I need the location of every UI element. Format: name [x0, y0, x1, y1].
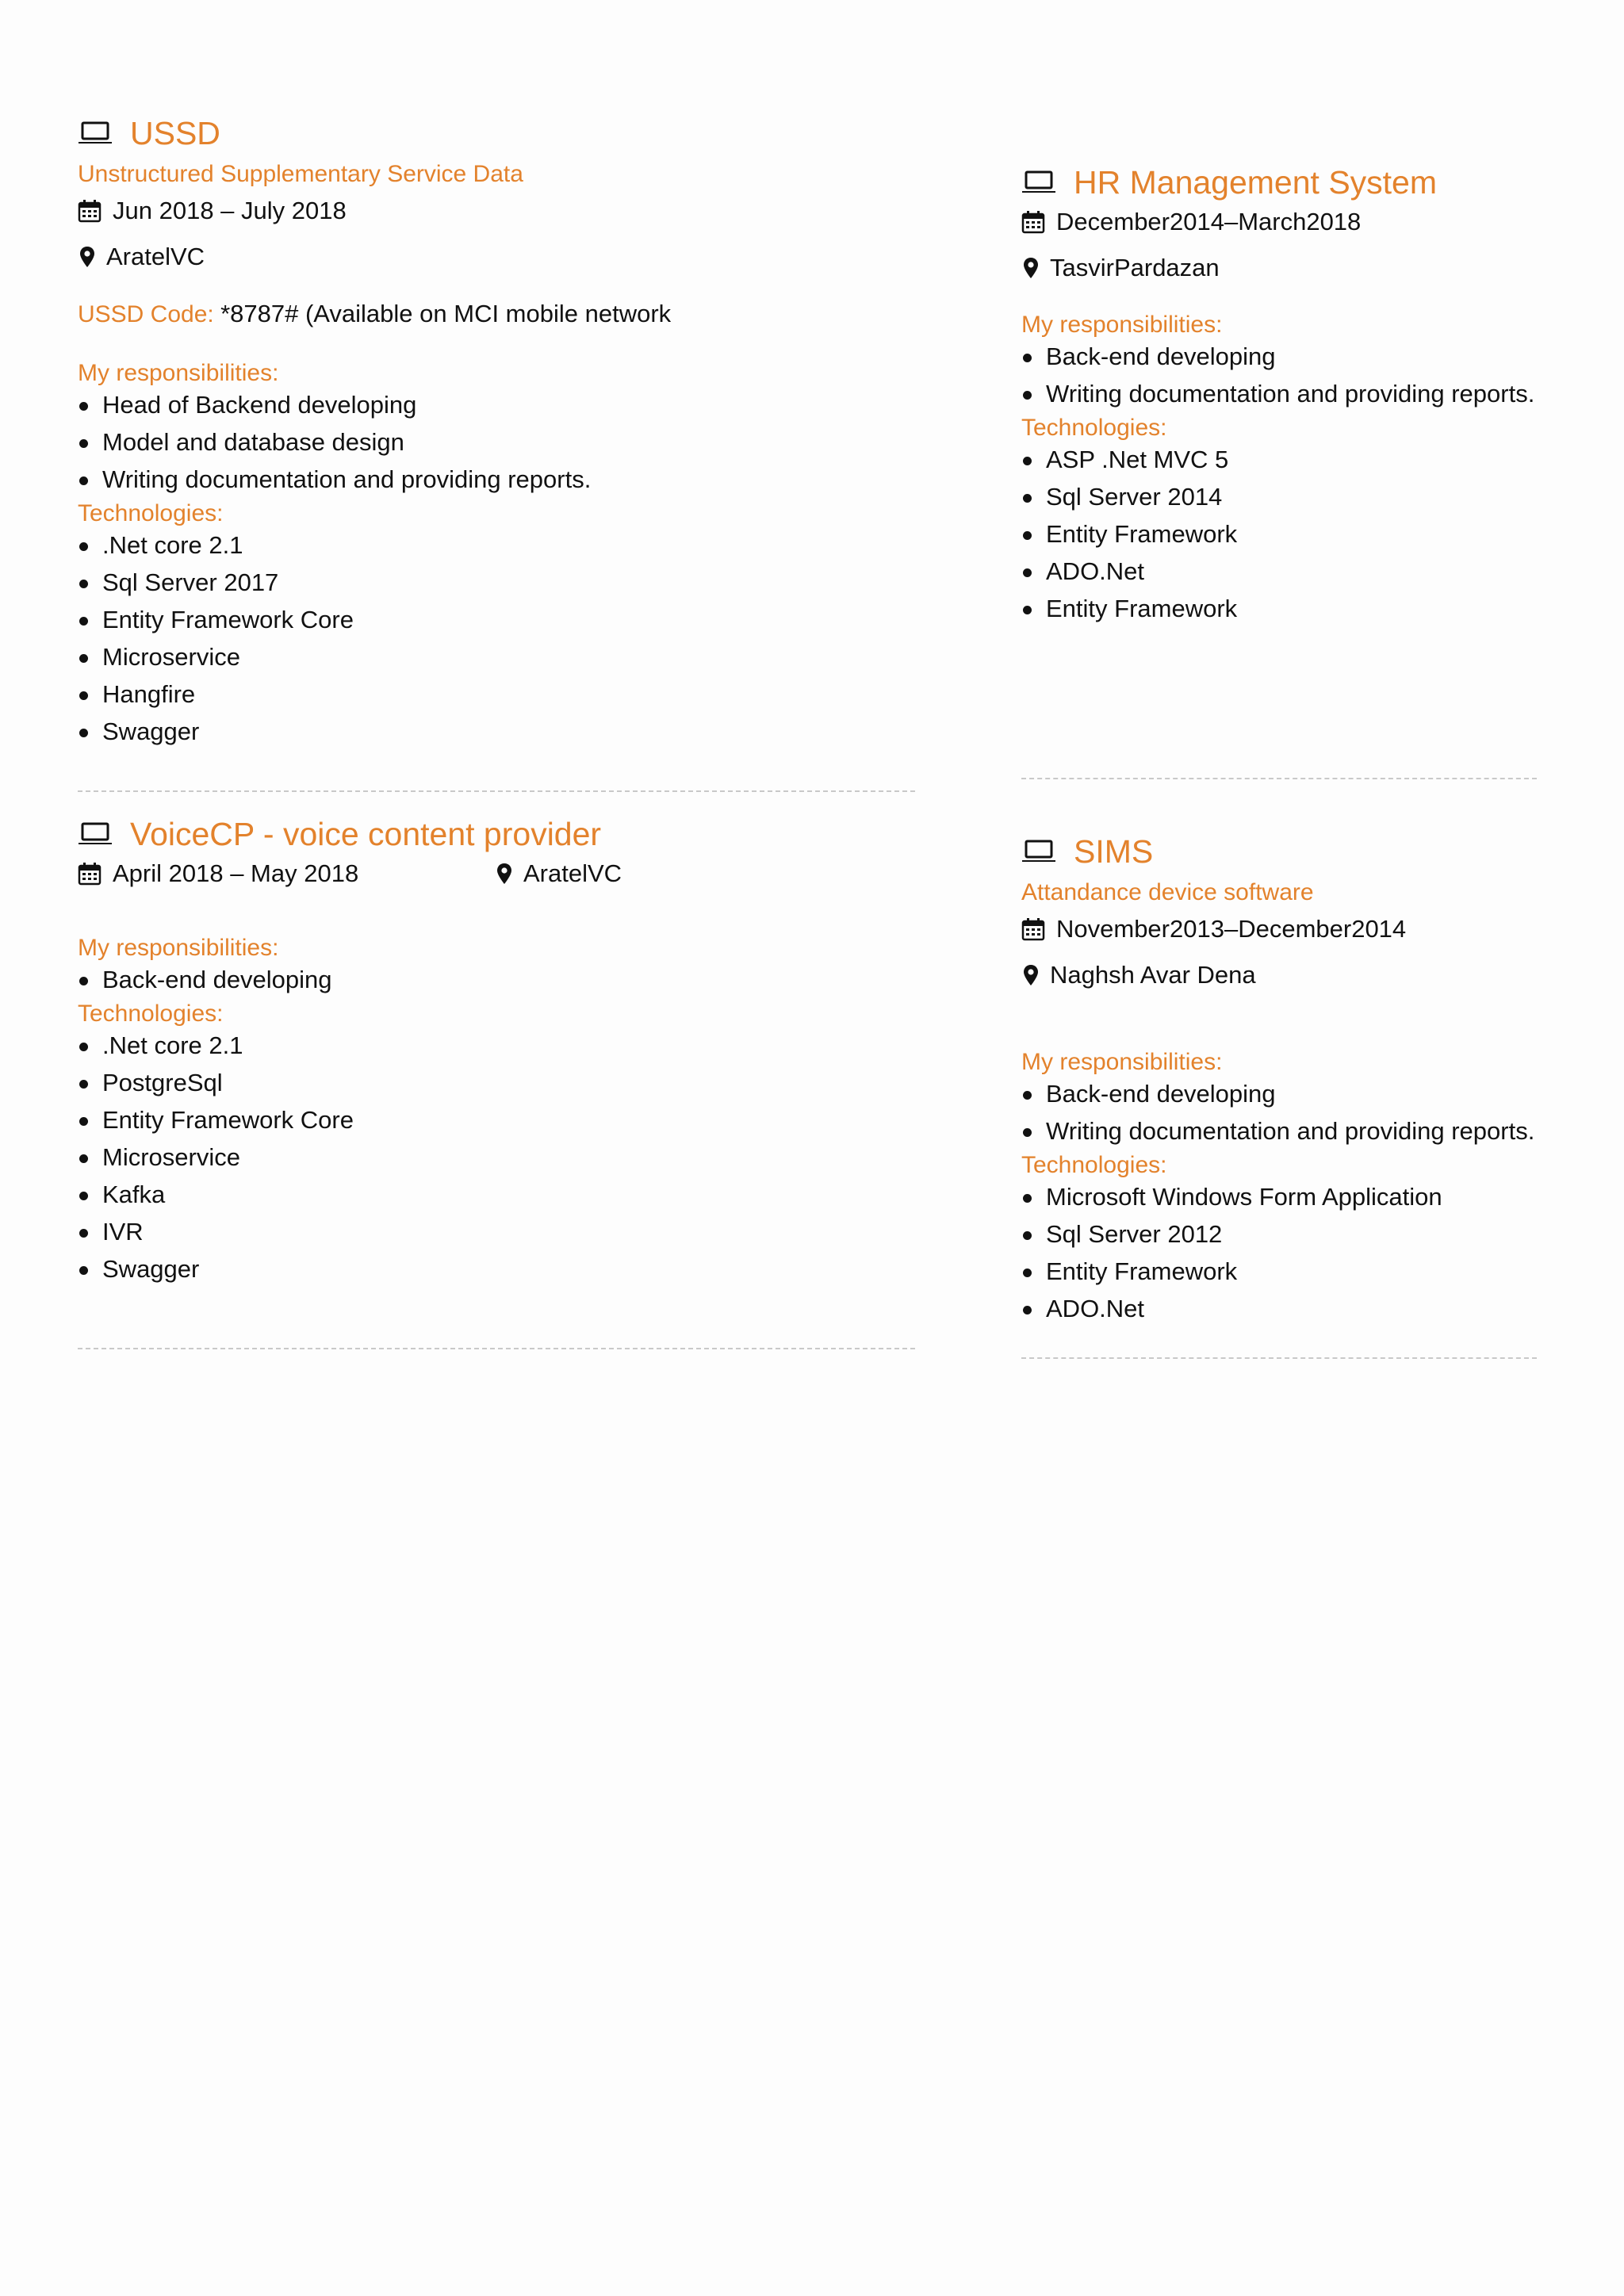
- ussd-code-label: USSD Code:: [78, 301, 214, 327]
- responsibilities-list: [1021, 338, 1624, 412]
- list-item: Back-end developing: [1021, 338, 1624, 375]
- project-title-row: [78, 812, 918, 856]
- list-item: .Net core 2.1: [78, 526, 918, 564]
- technologies-list: [1021, 1178, 1624, 1327]
- project-ussd: [78, 111, 918, 750]
- technologies-list: [78, 1027, 918, 1288]
- project-subtitle: Attandance device software: [1021, 879, 1314, 905]
- list-item: Microservice: [78, 1138, 918, 1176]
- project-sims: [1021, 829, 1624, 1327]
- list-item: Microsoft Windows Form Application: [1021, 1178, 1624, 1215]
- list-item: Writing documentation and providing reports.: [1021, 375, 1624, 412]
- project-title-row: [1021, 829, 1624, 874]
- list-item: Entity Framework Core: [78, 1101, 918, 1138]
- ussd-code: [78, 298, 918, 331]
- project-location: [1021, 958, 1624, 993]
- responsibilities-list: [78, 961, 918, 998]
- list-item: Back-end developing: [1021, 1075, 1624, 1112]
- project-title: SIMS: [1074, 833, 1154, 870]
- date-text: November2013–December2014: [1056, 915, 1407, 943]
- responsibilities-label: My responsibilities:: [78, 360, 279, 386]
- list-item: Back-end developing: [78, 961, 918, 998]
- technologies-label: Technologies:: [1021, 415, 1167, 441]
- ussd-code-value: *8787# (Available on MCI mobile network: [220, 300, 672, 327]
- location-text: Naghsh Avar Dena: [1050, 961, 1256, 989]
- responsibilities-list: [1021, 1075, 1624, 1150]
- list-item: Sql Server 2012: [1021, 1215, 1624, 1253]
- date-text: April 2018 – May 2018: [113, 859, 359, 887]
- location-text: AratelVC: [106, 243, 205, 270]
- responsibilities-label: My responsibilities:: [1021, 1049, 1223, 1075]
- laptop-icon: [1021, 839, 1056, 864]
- list-item: Entity Framework: [1021, 1253, 1624, 1290]
- laptop-icon: [78, 821, 113, 847]
- list-item: Writing documentation and providing reports.: [78, 461, 918, 498]
- list-item: Entity Framework Core: [78, 601, 918, 638]
- project-date: [78, 193, 918, 228]
- map-pin-icon: [1023, 257, 1039, 279]
- list-item: IVR: [78, 1213, 918, 1250]
- technologies-label: Technologies:: [1021, 1152, 1167, 1178]
- list-item: Model and database design: [78, 423, 918, 461]
- technologies-list: [78, 526, 918, 750]
- project-voicecp: [78, 812, 918, 1288]
- map-pin-icon: [496, 863, 512, 885]
- project-hr-management: [1021, 160, 1624, 627]
- laptop-icon: [1021, 170, 1056, 195]
- map-pin-icon: [79, 246, 95, 268]
- list-item: Swagger: [78, 1250, 918, 1288]
- project-title-row: [78, 111, 918, 155]
- location-text: TasvirPardazan: [1050, 254, 1220, 281]
- list-item: Writing documentation and providing reports.: [1021, 1112, 1624, 1150]
- location-text: AratelVC: [523, 859, 622, 887]
- calendar-icon: [78, 199, 102, 223]
- section-divider: [1021, 778, 1537, 779]
- list-item: Entity Framework: [1021, 515, 1624, 553]
- date-text: Jun 2018 – July 2018: [113, 197, 347, 224]
- responsibilities-label: My responsibilities:: [1021, 312, 1223, 338]
- section-divider: [1021, 1357, 1537, 1359]
- project-subtitle: Unstructured Supplementary Service Data: [78, 161, 523, 187]
- list-item: Microservice: [78, 638, 918, 675]
- responsibilities-label: My responsibilities:: [78, 935, 279, 961]
- list-item: Sql Server 2014: [1021, 478, 1624, 515]
- project-title: HR Management System: [1074, 164, 1438, 201]
- project-date-location: [78, 856, 918, 891]
- calendar-icon: [78, 862, 102, 886]
- date-text: December2014–March2018: [1056, 208, 1362, 235]
- list-item: Entity Framework: [1021, 590, 1624, 627]
- responsibilities-list: [78, 386, 918, 498]
- project-location: [78, 239, 918, 274]
- project-date: [1021, 205, 1624, 239]
- list-item: Swagger: [78, 713, 918, 750]
- list-item: ADO.Net: [1021, 553, 1624, 590]
- technologies-list: [1021, 441, 1624, 627]
- list-item: ASP .Net MVC 5: [1021, 441, 1624, 478]
- section-divider: [78, 790, 915, 792]
- list-item: Hangfire: [78, 675, 918, 713]
- list-item: .Net core 2.1: [78, 1027, 918, 1064]
- project-location: [1021, 251, 1624, 285]
- calendar-icon: [1021, 917, 1045, 941]
- list-item: Head of Backend developing: [78, 386, 918, 423]
- project-title: USSD: [130, 115, 220, 151]
- technologies-label: Technologies:: [78, 500, 224, 526]
- calendar-icon: [1021, 210, 1045, 234]
- laptop-icon: [78, 121, 113, 146]
- technologies-label: Technologies:: [78, 1001, 224, 1027]
- list-item: Kafka: [78, 1176, 918, 1213]
- project-date: [1021, 912, 1624, 947]
- list-item: Sql Server 2017: [78, 564, 918, 601]
- list-item: PostgreSql: [78, 1064, 918, 1101]
- section-divider: [78, 1348, 915, 1349]
- list-item: ADO.Net: [1021, 1290, 1624, 1327]
- map-pin-icon: [1023, 964, 1039, 986]
- project-title-row: [1021, 160, 1624, 205]
- project-title: VoiceCP - voice content provider: [130, 816, 602, 852]
